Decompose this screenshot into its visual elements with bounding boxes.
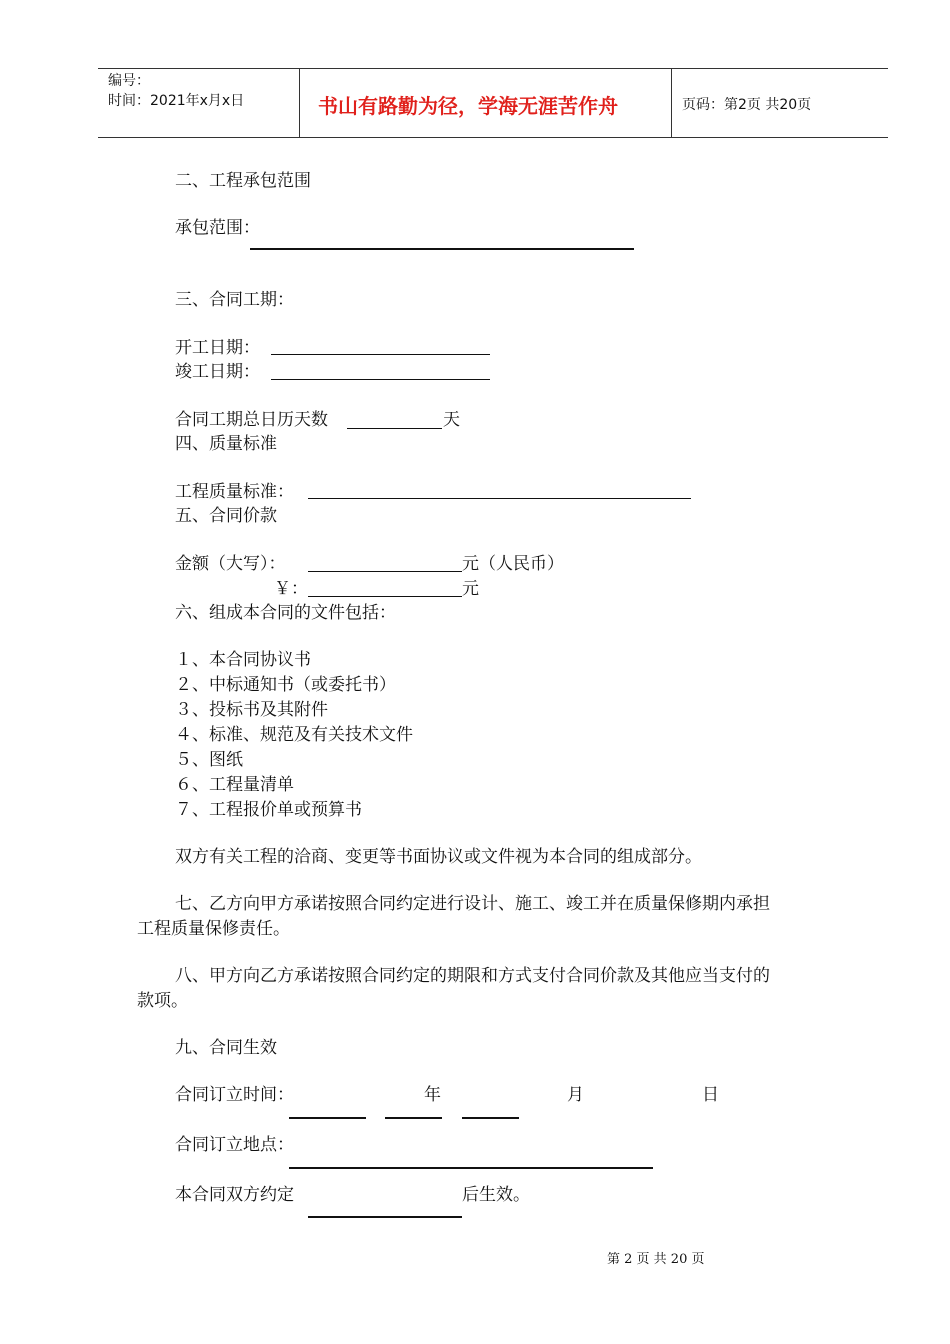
effect-suffix: 后生效。: [462, 1185, 530, 1205]
signing-time-label: 合同订立时间：: [175, 1085, 294, 1105]
start-date-blank-line: [271, 354, 490, 355]
start-date-label: 开工日期：: [175, 338, 260, 358]
total-days-unit: 天: [443, 410, 460, 430]
page-footer: 第 2 页 共 20 页: [607, 1252, 705, 1267]
signing-place-label: 合同订立地点：: [175, 1135, 294, 1155]
year-blank-line: [289, 1117, 366, 1119]
total-days-label: 合同工期总日历天数: [175, 410, 328, 430]
list-item: ７、工程报价单或预算书: [175, 800, 362, 820]
header-number-label: 编号：: [108, 73, 150, 89]
section-9-title: 九、合同生效: [175, 1038, 277, 1058]
section-7-line-2: 工程质量保修责任。: [137, 919, 290, 939]
section-6-title: 六、组成本合同的文件包括：: [175, 603, 396, 623]
list-item: ２、中标通知书（或委托书）: [175, 675, 396, 695]
section-8-line-1: 八、甲方向乙方承诺按照合同约定的期限和方式支付合同价款及其他应当支付的: [175, 966, 770, 986]
quality-label: 工程质量标准：: [175, 482, 294, 502]
header-divider: [671, 69, 672, 137]
section-7-line-1: 七、乙方向甲方承诺按照合同约定进行设计、施工、竣工并在质量保修期内承担: [175, 894, 770, 914]
month-blank-line: [385, 1117, 442, 1119]
documents-note: 双方有关工程的洽商、变更等书面协议或文件视为本合同的组成部分。: [175, 847, 702, 867]
header-divider: [299, 69, 300, 137]
section-2-title: 二、工程承包范围: [175, 171, 311, 191]
list-item: ３、投标书及其附件: [175, 700, 328, 720]
section-4-title: 四、质量标准: [175, 434, 277, 454]
end-date-blank-line: [271, 379, 490, 380]
list-item: １、本合同协议书: [175, 650, 311, 670]
header-motto: 书山有路勤为径，学海无涯苦作舟: [318, 94, 618, 118]
section-5-title: 五、合同价款: [175, 506, 277, 526]
scope-label: 承包范围：: [175, 218, 260, 238]
header-time-label: 时间：2021年x月x日: [108, 93, 245, 109]
signing-place-blank-line: [289, 1167, 653, 1169]
section-3-title: 三、合同工期：: [175, 290, 294, 310]
yen-unit: 元: [462, 579, 479, 599]
amount-blank-line: [308, 571, 462, 572]
section-8-line-2: 款项。: [137, 991, 188, 1011]
header-page-label: 页码：第2页 共20页: [682, 97, 812, 113]
list-item: ４、标准、规范及有关技术文件: [175, 725, 413, 745]
amount-label: 金额（大写）：: [175, 554, 286, 574]
month-label: 月: [567, 1085, 584, 1105]
end-date-label: 竣工日期：: [175, 362, 260, 382]
effect-condition-blank-line: [308, 1216, 462, 1218]
effect-prefix: 本合同双方约定: [175, 1185, 294, 1205]
day-label: 日: [702, 1085, 719, 1105]
total-days-blank-line: [347, 428, 442, 429]
list-item: ６、工程量清单: [175, 775, 294, 795]
scope-blank-line: [250, 248, 634, 250]
year-label: 年: [424, 1085, 441, 1105]
yen-label: ￥：: [274, 579, 308, 599]
day-blank-line: [462, 1117, 519, 1119]
quality-blank-line: [308, 498, 691, 499]
amount-unit: 元（人民币）: [462, 554, 564, 574]
yen-blank-line: [308, 596, 462, 597]
list-item: ５、图纸: [175, 750, 243, 770]
